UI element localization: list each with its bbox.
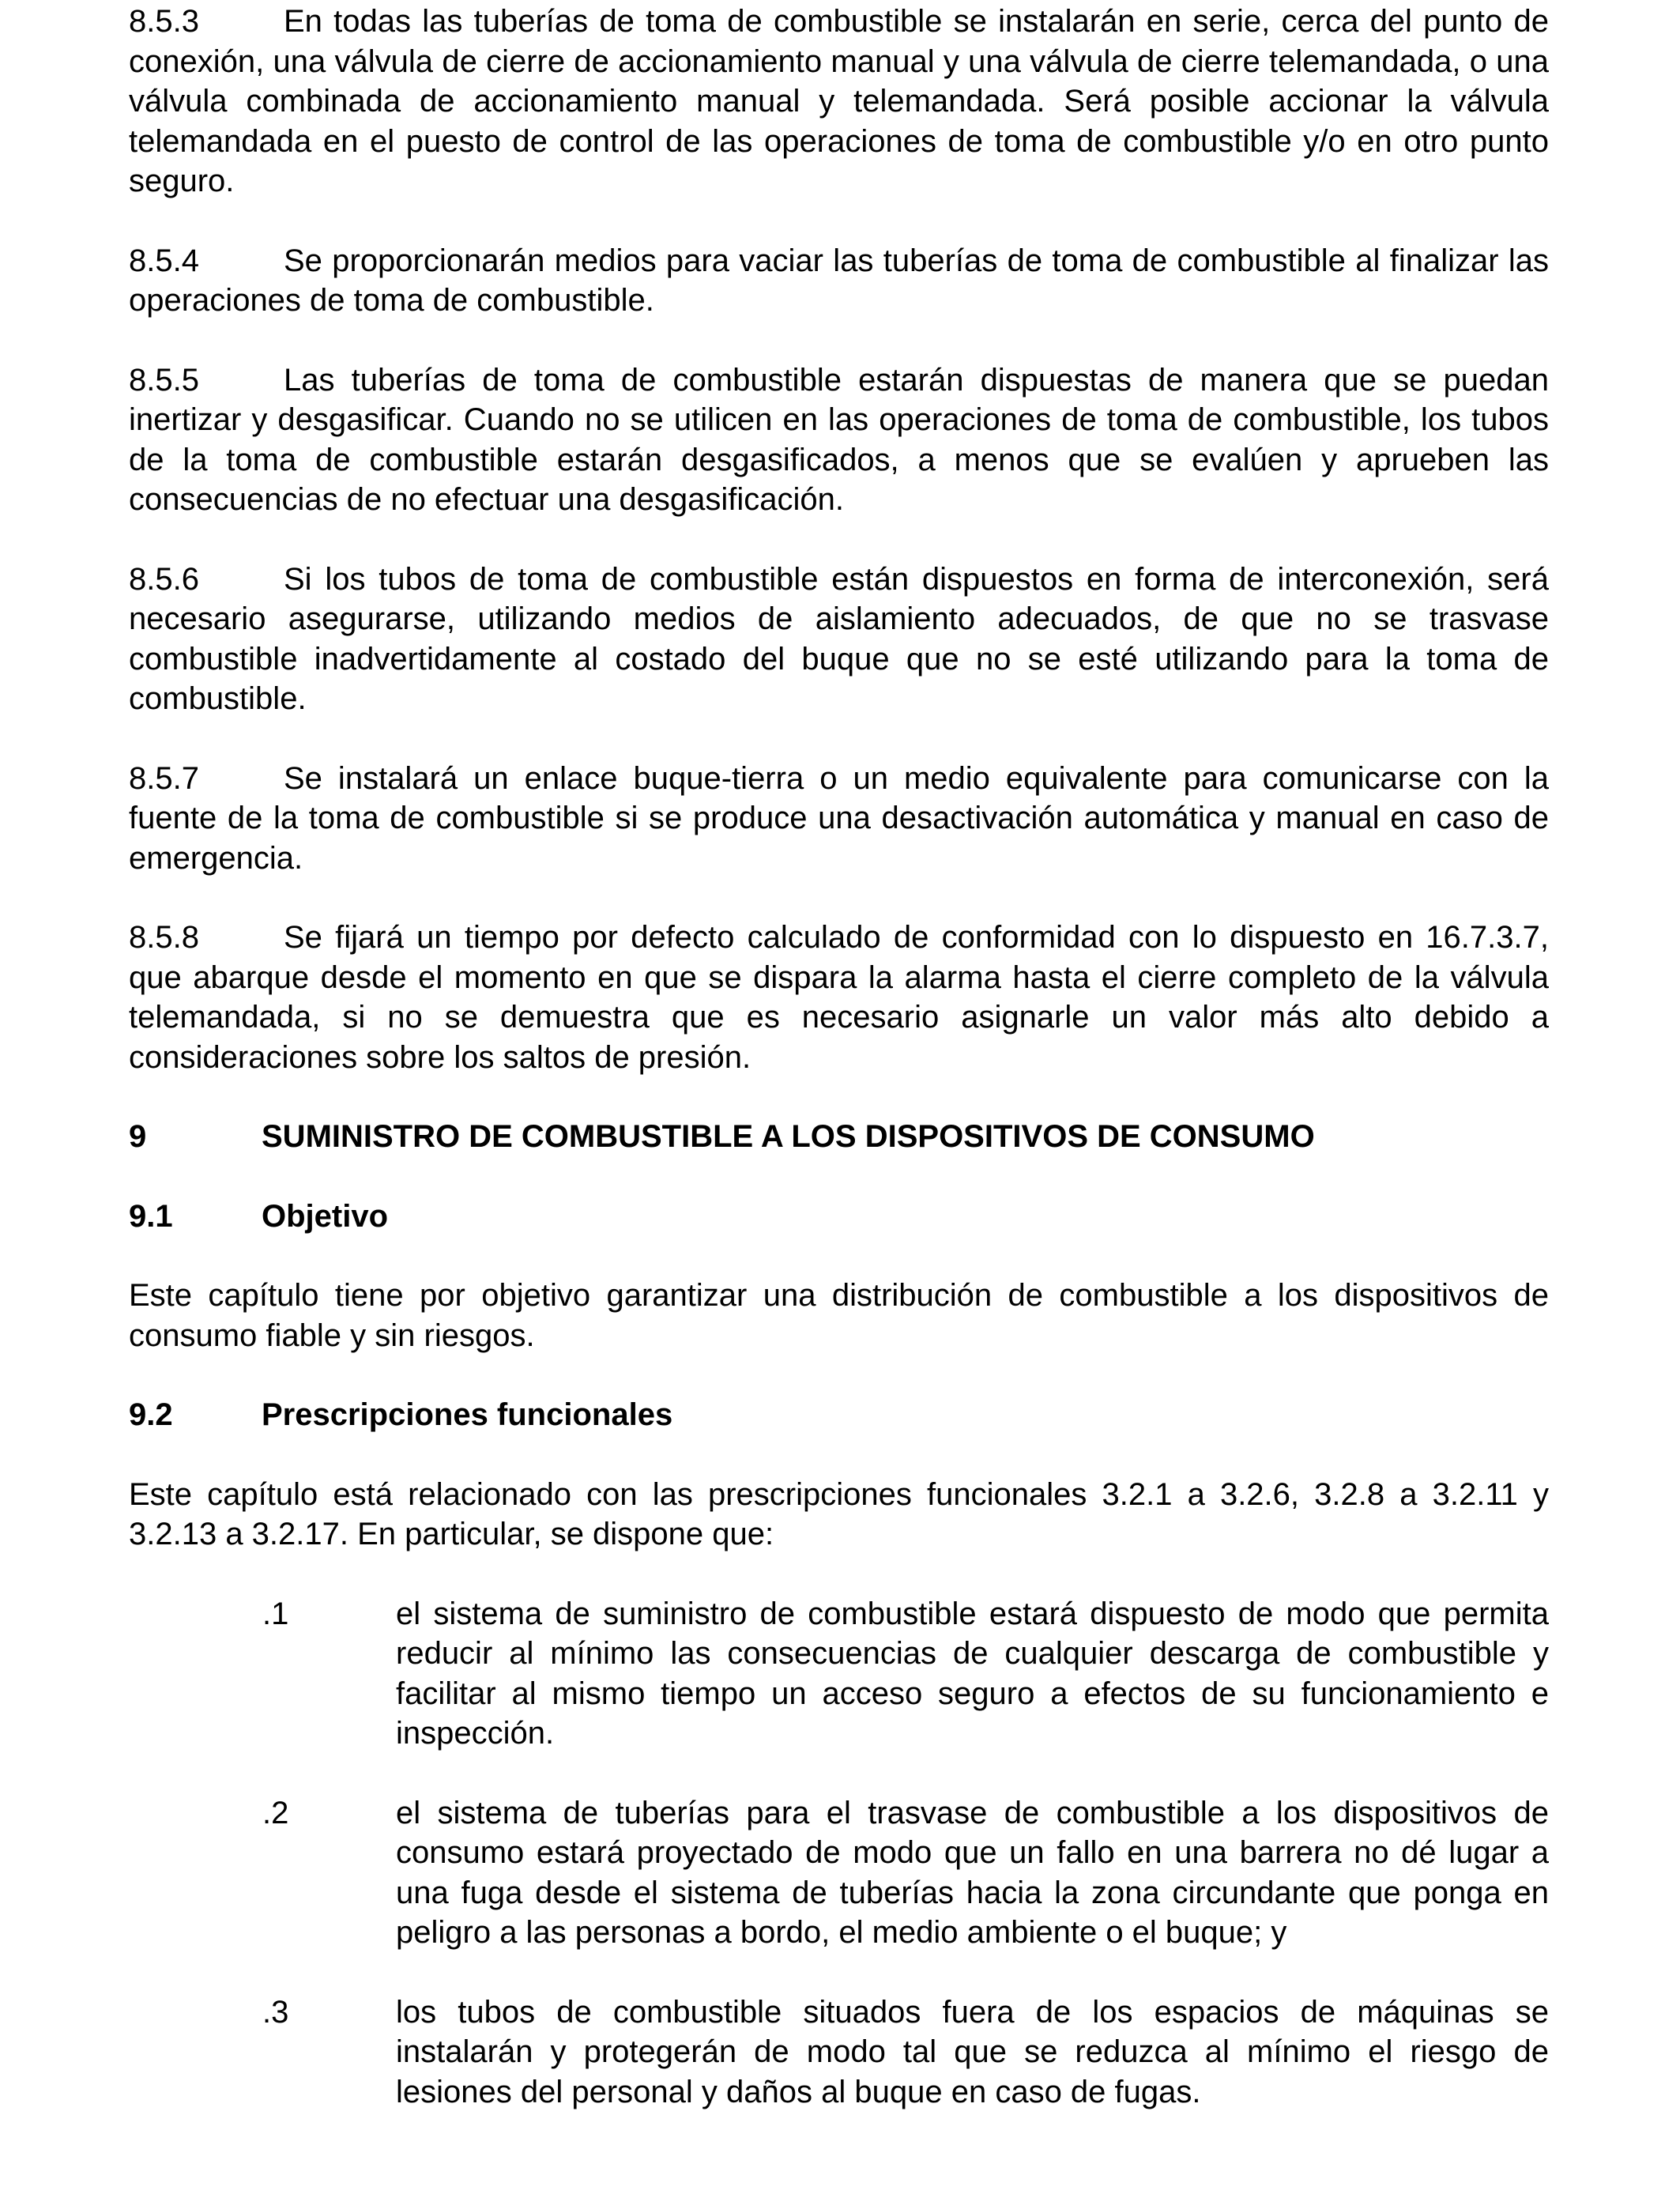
requirements-list (129, 1594, 1549, 2113)
list-item (129, 1793, 1549, 1953)
paragraph-number: 8.5.3 (129, 4, 199, 39)
list-item (129, 1992, 1549, 2113)
list-item-text: el sistema de suministro de combustible estará dispuesto de modo que permita reducir al mínimo las consecuencias de cualquier descarga de combustible y facilitar al mismo tiempo un acceso seguro a efectos de su funcionamiento e inspección. (396, 1596, 1549, 1751)
list-marker: .3 (262, 1994, 289, 2030)
list-item-text: los tubos de combustible situados fuera de los espacios de máquinas se instalarán y protegerán de modo tal que se reduzca al mínimo el riesgo de lesiones del personal y daños al buque en caso de fugas. (396, 1994, 1549, 2109)
heading-title: SUMINISTRO DE COMBUSTIBLE A LOS DISPOSITIVOS DE CONSUMO (262, 1119, 1315, 1154)
paragraph-number: 8.5.5 (129, 362, 199, 398)
section-9-1-heading (129, 1197, 1549, 1237)
heading-number: 9 (129, 1119, 147, 1154)
paragraph-8-5-7 (129, 759, 1549, 879)
list-marker: .2 (262, 1795, 289, 1830)
paragraph-text: Si los tubos de toma de combustible están dispuestos en forma de interconexión, será necesario asegurarse, utilizando medios de aislamiento adecuados, de que no se trasvase combustible inadvertidamente al costado del buque que no se esté utilizando para la toma de combustible. (129, 561, 1549, 716)
section-9-2-body: Este capítulo está relacionado con las prescripciones funcionales 3.2.1 a 3.2.6, 3.2.8 a 3.2.11 y 3.2.13 a 3.2.17. En particular, se dispone que: (129, 1476, 1549, 1551)
heading-title: Prescripciones funcionales (262, 1397, 673, 1432)
paragraph-8-5-3 (129, 2, 1549, 202)
heading-title: Objetivo (262, 1198, 389, 1234)
section-9-2-heading (129, 1395, 1549, 1435)
paragraph-text: En todas las tuberías de toma de combustible se instalarán en serie, cerca del punto de conexión, una válvula de cierre de accionamiento manual y una válvula de cierre telemandada, o una válvula combinada de accionamiento manual y telemandada. Será posible accionar la válvula telemandada en el puesto de control de las operaciones de toma de combustible y/o en otro punto seguro. (129, 4, 1549, 198)
heading-number: 9.1 (129, 1198, 173, 1234)
list-item-text: el sistema de tuberías para el trasvase de combustible a los dispositivos de consumo estará proyectado de modo que un fallo en una barrera no dé lugar a una fuga desde el sistema de tuberías hacia la zona circundante que ponga en peligro a las personas a bordo, el medio ambiente o el buque; y (396, 1795, 1549, 1950)
paragraph-8-5-4 (129, 241, 1549, 321)
paragraph-text: Se proporcionarán medios para vaciar las tuberías de toma de combustible al finalizar las operaciones de toma de combustible. (129, 243, 1549, 318)
document-page (129, 2, 1549, 2151)
section-9-heading (129, 1117, 1549, 1157)
paragraph-text: Se instalará un enlace buque-tierra o un medio equivalente para comunicarse con la fuente de la toma de combustible si se produce una desactivación automática y manual en caso de emergencia. (129, 760, 1549, 876)
list-item (129, 1594, 1549, 1754)
paragraph-number: 8.5.8 (129, 920, 199, 955)
section-9-1-body: Este capítulo tiene por objetivo garantizar una distribución de combustible a los dispositivos de consumo fiable y sin riesgos. (129, 1278, 1549, 1353)
paragraph-8-5-8 (129, 918, 1549, 1077)
paragraph-8-5-6 (129, 560, 1549, 719)
list-marker: .1 (262, 1596, 289, 1631)
heading-number: 9.2 (129, 1397, 173, 1432)
paragraph-8-5-5 (129, 360, 1549, 520)
paragraph-number: 8.5.6 (129, 561, 199, 597)
paragraph-number: 8.5.4 (129, 243, 199, 278)
paragraph-text: Las tuberías de toma de combustible estarán dispuestas de manera que se puedan inertizar y desgasificar. Cuando no se utilicen en las operaciones de toma de combustible, los tubos de la toma de combustible estarán desgasificados, a menos que se evalúen y aprueben las consecuencias de no efectuar una desgasificación. (129, 362, 1549, 517)
paragraph-text: Se fijará un tiempo por defecto calculado de conformidad con lo dispuesto en 16.7.3.7, que abarque desde el momento en que se dispara la alarma hasta el cierre completo de la válvula telemandada, si no se demuestra que es necesario asignarle un valor más alto debido a consideraciones sobre los saltos de presión. (129, 920, 1549, 1075)
paragraph-number: 8.5.7 (129, 760, 199, 796)
